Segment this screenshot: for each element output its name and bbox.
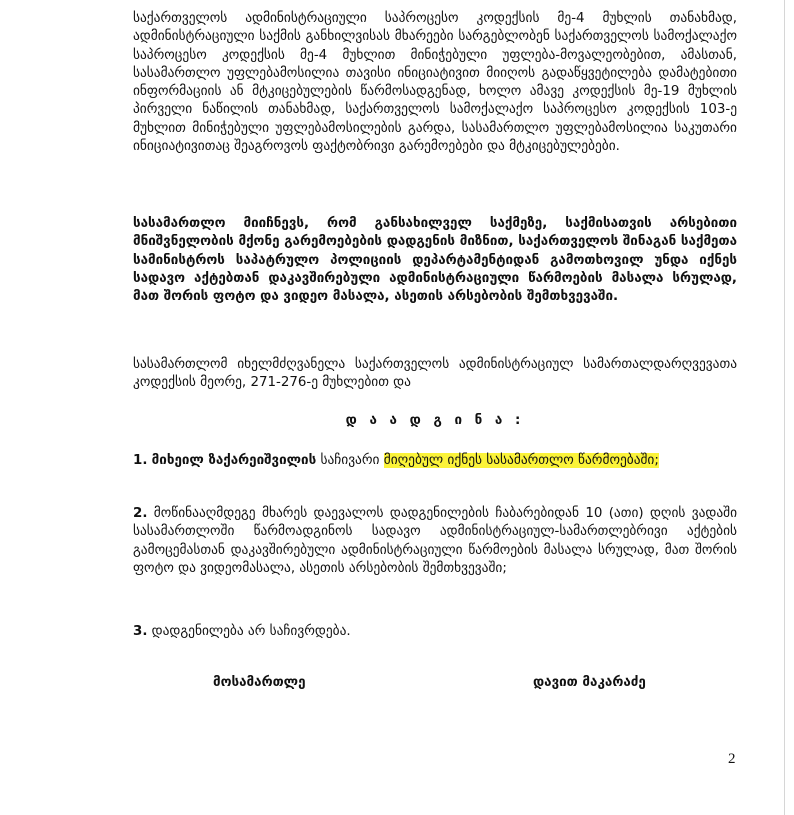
item-1-number: 1. [133,453,148,468]
ruling-item-2 [133,505,737,578]
paragraph-court-finding: სასამართლო მიიჩნევს, რომ განსახილველ საქმეზე, საქმისათვის არსებითი მნიშვნელობის მქონე გარემოებების დადგენის მიზნით, საქართველოს შინაგან საქმეთა სამინისტროს საპატრულო პოლიციის დეპარტამენტიდან გამოთხოვილ უნდა იქნეს სადავო აქტებთან დაკავშირებული ადმინისტრაციული წარმოების მასალა სრულად, მათ შორის ფოტო და ვიდეო მასალა, ასეთის არსებობის შემთხვევაში. [133,216,737,305]
item-3-number: 3. [133,624,148,639]
signature-name: დავით მაკარაძე [533,675,646,690]
page-edge-line [784,0,785,815]
item-1-text: საჩივარი [320,453,380,468]
paragraph-legal-basis: საქართველოს ადმინისტრაციული საპროცესო კოდექსის მე-4 მუხლის თანახმად, ადმინისტრაციული საქმის განხილვისას მხარეები სარგებლობენ საქართველოს სამოქალაქო საპროცესო კოდექსის მე-4 მუხლით მინიჭებული უფლება-მოვალეობებით, ამასთან, სასამართლო უფლებამოსილია თავისი ინიციატივით მიიღოს გადაწყვეტილება დამატებითი ინფორმაციის ან მტკიცებულების წარმოსადგენად, ხოლო ამავე კოდექსის მე-19 მუხლის პირველი ნაწილის თანახმად, საქართველოს სამოქალაქო საპროცესო კოდექსის 103-ე მუხლით მინიჭებული უფლებამოსილების გარდა, სასამართლო უფლებამოსილია საკუთარი ინიციატივითაც შეაგროვოს ფაქტობრივი გარემოებები და მტკიცებულებები. [133,11,737,155]
ruling-heading: დ ა ა დ გ ი ნ ა : [345,413,525,428]
signature-title: მოსამართლე [213,675,306,690]
paragraph-court-guidance: სასამართლომ იხელმძღვანელა საქართველოს ადმინისტრაციულ სამართალდარღვევათა კოდექსის მეორე, 271-276-ე მუხლებით და [133,357,737,391]
ruling-item-3 [133,623,737,641]
item-1-highlighted-text: მიღებულ იქნეს სასამართლო წარმოებაში; [383,453,659,468]
item-3-text: დადგენილება არ საჩივრდება. [151,624,351,639]
ruling-item-1 [133,452,737,470]
item-2-text: მოწინააღმდეგე მხარეს დაევალოს დადგენილების ჩაბარებიდან 10 (ათი) დღის ვადაში სასამართლოში წარმოადგინოს სადავო ადმინისტრაციულ-სამართლებრივი აქტების გამოცემასთან დაკავშირებული ადმინისტრაციული წარმოების მასალა სრულად, მათ შორის ფოტო და ვიდეომასალა, ასეთის არსებობის შემთხვევაში; [133,506,737,576]
page-number: 2 [728,751,736,767]
item-1-name: მიხეილ ზაქარეიშვილის [151,453,317,468]
item-2-number: 2. [133,506,148,521]
